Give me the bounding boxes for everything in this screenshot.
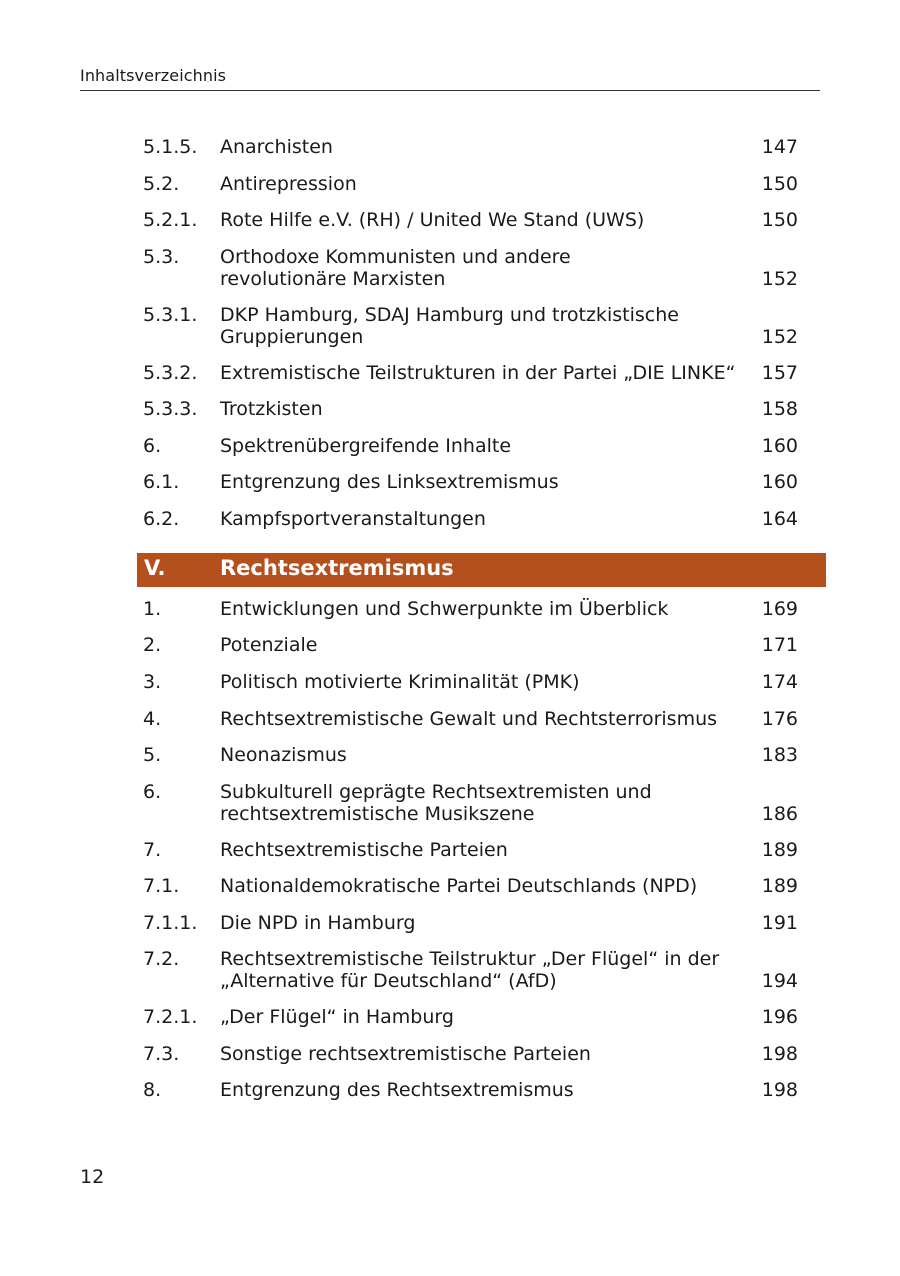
toc-entry-title [220,671,750,693]
toc-entry-page: 189 [761,839,798,861]
toc-entry-title [220,839,750,861]
toc-entry-number: 6. [143,781,162,803]
toc-entry-title [220,744,750,766]
toc-entry-title [220,598,750,620]
toc-entry-title [220,781,750,825]
toc-entry-page: 169 [761,598,798,620]
toc-entry-page: 157 [761,362,798,384]
toc-entry-title [220,246,750,290]
toc-entry-title-line: DKP Hamburg, SDAJ Hamburg und trotzkistische [220,304,679,326]
running-head: Inhaltsverzeichnis [80,66,227,85]
toc-entry-title-line: Entgrenzung des Rechtsextremismus [220,1079,574,1101]
toc-entry-number: 5.2. [143,173,180,195]
toc-entry-title [220,362,750,384]
toc-entry-page: 191 [761,912,798,934]
toc-entry-title-line: Rechtsextremistische Teilstruktur „Der Flügel“ in der [220,948,720,970]
toc-entry-title-line: Rechtsextremistische Parteien [220,839,508,861]
toc-entry-number: 7.3. [143,1043,180,1065]
toc-entry-title-line: Rechtsextremistische Gewalt und Rechtsterrorismus [220,708,718,730]
toc-entry-page: 194 [761,970,798,992]
toc-entry-number: 5.3.2. [143,362,198,384]
toc-entry-title [220,1043,750,1065]
toc-entry-title-line: Orthodoxe Kommunisten und andere [220,246,571,268]
toc-entry-title-line: Extremistische Teilstrukturen in der Partei „DIE LINKE“ [220,362,736,384]
toc-entry-number: 7. [143,839,162,861]
toc-entry-title-line: Entgrenzung des Linksextremismus [220,471,559,493]
toc-entry-title-line: Antirepression [220,173,357,195]
toc-entry-number: 5.2.1. [143,209,198,231]
toc-entry-number: 6.1. [143,471,180,493]
toc-entry-title [220,708,750,730]
toc-entry-title-line: Entwicklungen und Schwerpunkte im Überblick [220,598,669,620]
toc-entry-number: 2. [143,634,162,656]
toc-entry-title-line: Die NPD in Hamburg [220,912,416,934]
toc-entry-number: 6. [143,435,162,457]
toc-entry-title [220,912,750,934]
toc-entry-title-line: Sonstige rechtsextremistische Parteien [220,1043,591,1065]
toc-entry-title-line: „Der Flügel“ in Hamburg [220,1006,454,1028]
toc-entry-number: 8. [143,1079,162,1101]
toc-entry-page: 189 [761,875,798,897]
toc-entry-page: 186 [761,803,798,825]
toc-entry-page: 164 [761,508,798,530]
toc-entry-title-line: Trotzkisten [220,398,323,420]
toc-entry-number: 1. [143,598,162,620]
toc-entry-title-line: Nationaldemokratische Partei Deutschlands (NPD) [220,875,698,897]
toc-entry-title [220,136,750,158]
toc-entry-page: 147 [761,136,798,158]
toc-entry-title [220,1006,750,1028]
toc-entry-title-line: Neonazismus [220,744,347,766]
header-rule [80,90,820,91]
toc-entry-title-line: Rote Hilfe e.V. (RH) / United We Stand (UWS) [220,209,645,231]
toc-entry-number: 4. [143,708,162,730]
toc-entry-title [220,471,750,493]
toc-entry-title [220,508,750,530]
toc-entry-page: 198 [761,1043,798,1065]
toc-entry-title [220,875,750,897]
toc-entry-title [220,209,750,231]
toc-entry-number: 5. [143,744,162,766]
section-number: V. [144,556,166,580]
toc-entry-page: 174 [761,671,798,693]
toc-entry-page: 152 [761,326,798,348]
toc-entry-page: 176 [761,708,798,730]
toc-entry-title [220,948,750,992]
toc-entry-title-line: revolutionäre Marxisten [220,268,446,290]
toc-entry-number: 5.3.3. [143,398,198,420]
toc-entry-title [220,304,750,348]
toc-entry-page: 198 [761,1079,798,1101]
toc-entry-number: 3. [143,671,162,693]
toc-entry-number: 6.2. [143,508,180,530]
toc-entry-page: 158 [761,398,798,420]
toc-entry-title-line: „Alternative für Deutschland“ (AfD) [220,970,557,992]
toc-entry-title-line: Spektrenübergreifende Inhalte [220,435,512,457]
toc-entry-number: 5.1.5. [143,136,198,158]
toc-entry-title [220,398,750,420]
section-title: Rechtsextremismus [220,556,454,580]
toc-entry-title-line: Anarchisten [220,136,333,158]
toc-entry-title-line: Potenziale [220,634,318,656]
toc-entry-number: 5.3. [143,246,180,268]
toc-entry-number: 5.3.1. [143,304,198,326]
toc-entry-page: 150 [761,173,798,195]
toc-entry-number: 7.2. [143,948,180,970]
toc-entry-page: 171 [761,634,798,656]
toc-entry-number: 7.1. [143,875,180,897]
toc-entry-title [220,173,750,195]
section-heading-bar [137,553,826,587]
toc-entry-title-line: Gruppierungen [220,326,364,348]
page-number: 12 [80,1166,105,1188]
toc-entry-number: 7.2.1. [143,1006,198,1028]
toc-entry-title [220,1079,750,1101]
toc-entry-title-line: Subkulturell geprägte Rechtsextremisten und [220,781,652,803]
toc-entry-title-line: Politisch motivierte Kriminalität (PMK) [220,671,580,693]
toc-entry-page: 183 [761,744,798,766]
toc-entry-page: 152 [761,268,798,290]
toc-entry-title-line: Kampfsportveranstaltungen [220,508,486,530]
toc-entry-title [220,634,750,656]
toc-entry-page: 160 [761,435,798,457]
toc-entry-title-line: rechtsextremistische Musikszene [220,803,535,825]
toc-entry-page: 150 [761,209,798,231]
toc-entry-number: 7.1.1. [143,912,198,934]
toc-entry-title [220,435,750,457]
toc-entry-page: 160 [761,471,798,493]
toc-entry-page: 196 [761,1006,798,1028]
